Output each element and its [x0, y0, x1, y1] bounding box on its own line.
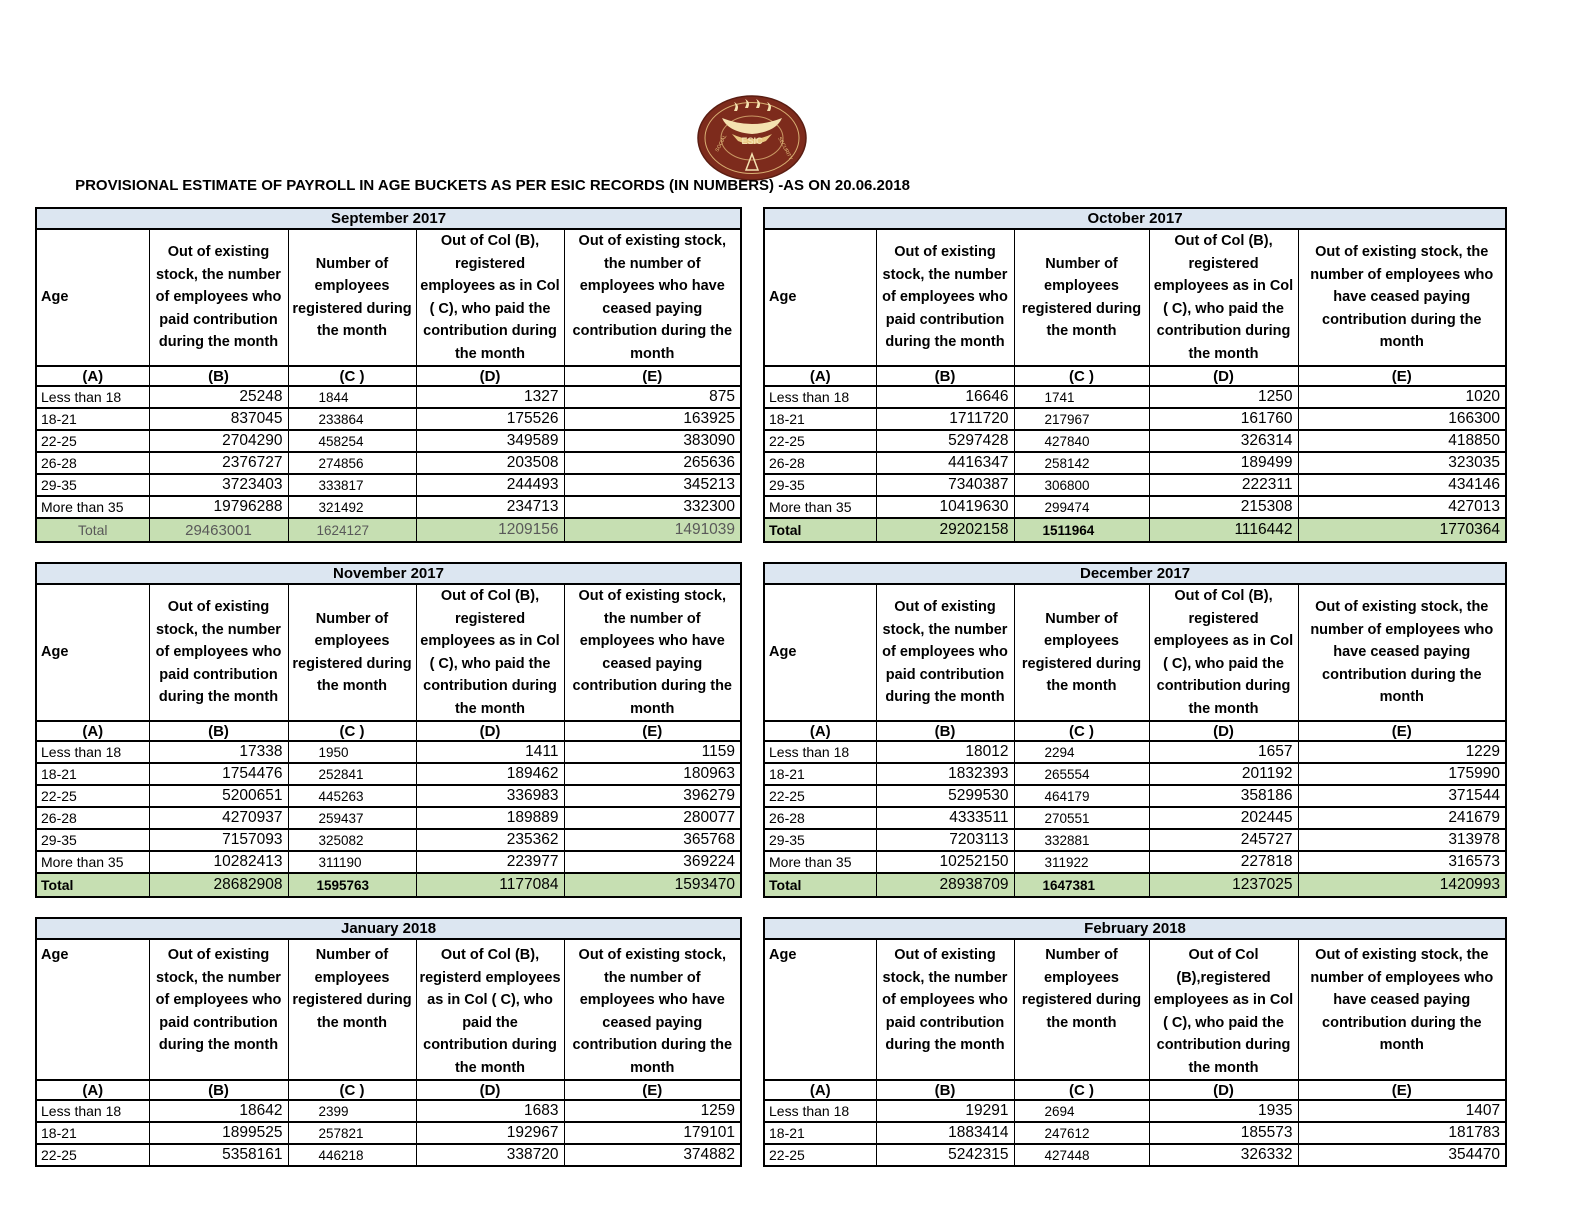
column-header-b: Out of existing stock, the number of employees who paid contribution during the month	[876, 229, 1014, 366]
column-header-e: Out of existing stock, the number of employees who have ceased paying contribution during the month	[1298, 584, 1506, 721]
paid-contribution-cell: 10282413	[149, 851, 288, 873]
registered-cell: 270551	[1014, 807, 1149, 829]
column-letter: (C )	[288, 1080, 416, 1100]
col-b-paid-cell: 203508	[416, 452, 564, 474]
column-letter: (C )	[288, 721, 416, 741]
ceased-paying-cell: 1407	[1298, 1100, 1506, 1122]
column-letter: (C )	[1014, 1080, 1149, 1100]
col-b-paid-cell: 161760	[1149, 408, 1298, 430]
column-letter: (D)	[416, 366, 564, 386]
column-letter: (D)	[1149, 366, 1298, 386]
age-cell: More than 35	[36, 496, 149, 518]
table-october-2017	[763, 207, 1507, 543]
column-header-b: Out of existing stock, the number of employees who paid contribution during the month	[149, 584, 288, 721]
col-b-paid-cell: 338720	[416, 1144, 564, 1166]
age-cell: More than 35	[764, 851, 876, 873]
month-title: November 2017	[36, 563, 741, 584]
column-letter: (E)	[564, 366, 741, 386]
column-header-age: Age	[36, 584, 149, 721]
column-header-e: Out of existing stock, the number of employees who have ceased paying contribution during the month	[1298, 229, 1506, 366]
age-cell: 29-35	[36, 474, 149, 496]
table-body	[36, 741, 741, 897]
table-row	[764, 474, 1506, 496]
paid-contribution-cell: 2704290	[149, 430, 288, 452]
ceased-paying-cell: 1259	[564, 1100, 741, 1122]
esic-logo-image	[696, 94, 808, 182]
registered-cell: 1741	[1014, 386, 1149, 408]
table-january-2018	[35, 917, 742, 1167]
table-row	[764, 785, 1506, 807]
registered-cell: 2694	[1014, 1100, 1149, 1122]
total-row	[36, 518, 741, 542]
table-february-2018	[763, 917, 1507, 1167]
table-row	[764, 763, 1506, 785]
col-b-paid-cell: 192967	[416, 1122, 564, 1144]
total-value: 28938709	[876, 873, 1014, 897]
table-row	[36, 474, 741, 496]
col-b-paid-cell: 201192	[1149, 763, 1298, 785]
registered-cell: 259437	[288, 807, 416, 829]
col-b-paid-cell: 223977	[416, 851, 564, 873]
table-row	[764, 851, 1506, 873]
column-header-e: Out of existing stock, the number of employees who have ceased paying contribution during the month	[564, 229, 741, 366]
paid-contribution-cell: 5200651	[149, 785, 288, 807]
total-value: 1420993	[1298, 873, 1506, 897]
paid-contribution-cell: 2376727	[149, 452, 288, 474]
age-cell: 18-21	[36, 1122, 149, 1144]
ceased-paying-cell: 323035	[1298, 452, 1506, 474]
age-cell: 22-25	[36, 430, 149, 452]
table-row	[36, 452, 741, 474]
col-b-paid-cell: 235362	[416, 829, 564, 851]
col-b-paid-cell: 1935	[1149, 1100, 1298, 1122]
column-letter: (A)	[36, 1080, 149, 1100]
column-header-d: Out of Col (B), registered employees as in Col ( C), who paid the contribution during the month	[1149, 229, 1298, 366]
month-title: October 2017	[764, 208, 1506, 229]
total-value: 1511964	[1014, 518, 1149, 542]
total-row	[36, 873, 741, 897]
registered-cell: 233864	[288, 408, 416, 430]
column-header-b: Out of existing stock, the number of employees who paid contribution during the month	[149, 939, 288, 1080]
column-letter: (A)	[764, 721, 876, 741]
age-cell: 26-28	[36, 807, 149, 829]
column-header-c: Number of employees registered during the month	[288, 229, 416, 366]
month-title: December 2017	[764, 563, 1506, 584]
column-letter: (E)	[1298, 721, 1506, 741]
ceased-paying-cell: 354470	[1298, 1144, 1506, 1166]
column-letter: (E)	[564, 721, 741, 741]
total-value: 1595763	[288, 873, 416, 897]
column-header-d: Out of Col (B),registered employees as in Col ( C), who paid the contribution during the month	[1149, 939, 1298, 1080]
total-label: Total	[36, 518, 149, 542]
paid-contribution-cell: 16646	[876, 386, 1014, 408]
column-header-c: Number of employees registered during the month	[288, 939, 416, 1080]
col-b-paid-cell: 1411	[416, 741, 564, 763]
total-value: 1624127	[288, 518, 416, 542]
col-b-paid-cell: 215308	[1149, 496, 1298, 518]
column-header-e: Out of existing stock, the number of employees who have ceased paying contribution during the month	[564, 584, 741, 721]
registered-cell: 427448	[1014, 1144, 1149, 1166]
paid-contribution-cell: 25248	[149, 386, 288, 408]
registered-cell: 333817	[288, 474, 416, 496]
column-header-d: Out of Col (B), registered employees as in Col ( C), who paid the contribution during the month	[416, 584, 564, 721]
total-value: 1593470	[564, 873, 741, 897]
col-b-paid-cell: 185573	[1149, 1122, 1298, 1144]
column-letter: (D)	[1149, 1080, 1298, 1100]
age-cell: 22-25	[764, 785, 876, 807]
registered-cell: 274856	[288, 452, 416, 474]
table-row	[36, 430, 741, 452]
age-cell: Less than 18	[764, 741, 876, 763]
paid-contribution-cell: 4416347	[876, 452, 1014, 474]
table-september-2017	[35, 207, 742, 543]
paid-contribution-cell: 4270937	[149, 807, 288, 829]
age-cell: 29-35	[764, 474, 876, 496]
age-cell: More than 35	[764, 496, 876, 518]
ceased-paying-cell: 875	[564, 386, 741, 408]
registered-cell: 247612	[1014, 1122, 1149, 1144]
paid-contribution-cell: 3723403	[149, 474, 288, 496]
column-header-age: Age	[764, 584, 876, 721]
column-letter: (B)	[149, 1080, 288, 1100]
registered-cell: 321492	[288, 496, 416, 518]
column-header-b: Out of existing stock, the number of employees who paid contribution during the month	[149, 229, 288, 366]
registered-cell: 252841	[288, 763, 416, 785]
age-cell: More than 35	[36, 851, 149, 873]
paid-contribution-cell: 17338	[149, 741, 288, 763]
total-label: Total	[36, 873, 149, 897]
paid-contribution-cell: 837045	[149, 408, 288, 430]
table-row	[36, 829, 741, 851]
column-letter: (A)	[36, 366, 149, 386]
svg-text:ESIC: ESIC	[741, 136, 763, 146]
paid-contribution-cell: 5242315	[876, 1144, 1014, 1166]
age-cell: 29-35	[764, 829, 876, 851]
ceased-paying-cell: 396279	[564, 785, 741, 807]
table-row	[764, 807, 1506, 829]
total-value: 1116442	[1149, 518, 1298, 542]
registered-cell: 258142	[1014, 452, 1149, 474]
registered-cell: 427840	[1014, 430, 1149, 452]
col-b-paid-cell: 326314	[1149, 430, 1298, 452]
ceased-paying-cell: 345213	[564, 474, 741, 496]
column-header-c: Number of employees registered during the month	[288, 584, 416, 721]
svg-text:SOCIAL: SOCIAL	[714, 133, 729, 153]
ceased-paying-cell: 427013	[1298, 496, 1506, 518]
age-cell: 22-25	[764, 430, 876, 452]
total-value: 1770364	[1298, 518, 1506, 542]
paid-contribution-cell: 5358161	[149, 1144, 288, 1166]
ceased-paying-cell: 371544	[1298, 785, 1506, 807]
table-row	[764, 496, 1506, 518]
col-b-paid-cell: 202445	[1149, 807, 1298, 829]
paid-contribution-cell: 1711720	[876, 408, 1014, 430]
ceased-paying-cell: 265636	[564, 452, 741, 474]
total-row	[764, 873, 1506, 897]
table-row	[36, 386, 741, 408]
column-letter: (A)	[764, 366, 876, 386]
age-cell: Less than 18	[36, 386, 149, 408]
table-row	[36, 785, 741, 807]
registered-cell: 446218	[288, 1144, 416, 1166]
column-header-d: Out of Col (B), registered employees as in Col ( C), who paid the contribution during the month	[1149, 584, 1298, 721]
table-november-2017	[35, 562, 742, 898]
registered-cell: 332881	[1014, 829, 1149, 851]
column-letter: (B)	[876, 721, 1014, 741]
column-header-age: Age	[36, 229, 149, 366]
registered-cell: 1844	[288, 386, 416, 408]
column-letter: (B)	[876, 1080, 1014, 1100]
tables-grid	[35, 207, 1505, 1167]
col-b-paid-cell: 234713	[416, 496, 564, 518]
col-b-paid-cell: 1657	[1149, 741, 1298, 763]
age-cell: 26-28	[36, 452, 149, 474]
registered-cell: 1950	[288, 741, 416, 763]
table-row	[36, 1144, 741, 1166]
ceased-paying-cell: 434146	[1298, 474, 1506, 496]
total-value: 29202158	[876, 518, 1014, 542]
age-cell: Less than 18	[36, 741, 149, 763]
registered-cell: 217967	[1014, 408, 1149, 430]
registered-cell: 311190	[288, 851, 416, 873]
paid-contribution-cell: 18012	[876, 741, 1014, 763]
ceased-paying-cell: 418850	[1298, 430, 1506, 452]
table-row	[36, 1100, 741, 1122]
paid-contribution-cell: 1899525	[149, 1122, 288, 1144]
registered-cell: 2399	[288, 1100, 416, 1122]
col-b-paid-cell: 358186	[1149, 785, 1298, 807]
month-title: February 2018	[764, 918, 1506, 939]
table-row	[36, 851, 741, 873]
age-cell: 18-21	[36, 408, 149, 430]
table-row	[764, 430, 1506, 452]
column-letter: (E)	[1298, 1080, 1506, 1100]
column-letter: (C )	[1014, 721, 1149, 741]
ceased-paying-cell: 179101	[564, 1122, 741, 1144]
ceased-paying-cell: 383090	[564, 430, 741, 452]
age-cell: 22-25	[36, 785, 149, 807]
column-letter: (A)	[36, 721, 149, 741]
total-value: 1647381	[1014, 873, 1149, 897]
registered-cell: 299474	[1014, 496, 1149, 518]
age-cell: 18-21	[764, 763, 876, 785]
table-body	[764, 1100, 1506, 1166]
svg-text:SECURITY: SECURITY	[776, 136, 794, 162]
ceased-paying-cell: 313978	[1298, 829, 1506, 851]
ceased-paying-cell: 365768	[564, 829, 741, 851]
column-letter: (B)	[149, 721, 288, 741]
paid-contribution-cell: 1754476	[149, 763, 288, 785]
ceased-paying-cell: 1020	[1298, 386, 1506, 408]
col-b-paid-cell: 227818	[1149, 851, 1298, 873]
paid-contribution-cell: 19291	[876, 1100, 1014, 1122]
table-row	[764, 741, 1506, 763]
col-b-paid-cell: 1327	[416, 386, 564, 408]
table-row	[764, 1100, 1506, 1122]
registered-cell: 2294	[1014, 741, 1149, 763]
col-b-paid-cell: 175526	[416, 408, 564, 430]
ceased-paying-cell: 166300	[1298, 408, 1506, 430]
ceased-paying-cell: 369224	[564, 851, 741, 873]
paid-contribution-cell: 1883414	[876, 1122, 1014, 1144]
ceased-paying-cell: 175990	[1298, 763, 1506, 785]
table-december-2017	[763, 562, 1507, 898]
age-cell: 22-25	[764, 1144, 876, 1166]
column-letter: (E)	[1298, 366, 1506, 386]
age-cell: Less than 18	[764, 386, 876, 408]
col-b-paid-cell: 189462	[416, 763, 564, 785]
paid-contribution-cell: 4333511	[876, 807, 1014, 829]
column-header-e: Out of existing stock, the number of employees who have ceased paying contribution during the month	[564, 939, 741, 1080]
ceased-paying-cell: 180963	[564, 763, 741, 785]
col-b-paid-cell: 244493	[416, 474, 564, 496]
column-header-age: Age	[764, 229, 876, 366]
total-value: 1209156	[416, 518, 564, 542]
month-title: January 2018	[36, 918, 741, 939]
table-row	[36, 807, 741, 829]
paid-contribution-cell: 1832393	[876, 763, 1014, 785]
age-cell: 22-25	[36, 1144, 149, 1166]
column-letter: (B)	[149, 366, 288, 386]
column-letter: (D)	[1149, 721, 1298, 741]
column-header-b: Out of existing stock, the number of employees who paid contribution during the month	[876, 584, 1014, 721]
column-header-d: Out of Col (B), registerd employees as in Col ( C), who paid the contribution during the month	[416, 939, 564, 1080]
column-header-d: Out of Col (B), registered employees as in Col ( C), who paid the contribution during the month	[416, 229, 564, 366]
table-body	[764, 386, 1506, 542]
table-row	[36, 763, 741, 785]
age-cell: Less than 18	[36, 1100, 149, 1122]
month-title: September 2017	[36, 208, 741, 229]
col-b-paid-cell: 349589	[416, 430, 564, 452]
age-cell: 18-21	[36, 763, 149, 785]
ceased-paying-cell: 163925	[564, 408, 741, 430]
column-letter: (C )	[1014, 366, 1149, 386]
age-cell: 18-21	[764, 408, 876, 430]
col-b-paid-cell: 1683	[416, 1100, 564, 1122]
registered-cell: 325082	[288, 829, 416, 851]
column-header-c: Number of employees registered during the month	[1014, 939, 1149, 1080]
column-header-c: Number of employees registered during the month	[1014, 229, 1149, 366]
column-letter: (A)	[764, 1080, 876, 1100]
paid-contribution-cell: 7340387	[876, 474, 1014, 496]
registered-cell: 306800	[1014, 474, 1149, 496]
col-b-paid-cell: 245727	[1149, 829, 1298, 851]
table-row	[36, 1122, 741, 1144]
col-b-paid-cell: 1250	[1149, 386, 1298, 408]
total-value: 1177084	[416, 873, 564, 897]
paid-contribution-cell: 10252150	[876, 851, 1014, 873]
table-body	[764, 741, 1506, 897]
ceased-paying-cell: 374882	[564, 1144, 741, 1166]
registered-cell: 265554	[1014, 763, 1149, 785]
ceased-paying-cell: 280077	[564, 807, 741, 829]
paid-contribution-cell: 5299530	[876, 785, 1014, 807]
column-header-age: Age	[764, 939, 876, 1080]
ceased-paying-cell: 1229	[1298, 741, 1506, 763]
column-letter: (B)	[876, 366, 1014, 386]
table-row	[36, 741, 741, 763]
registered-cell: 445263	[288, 785, 416, 807]
table-body	[36, 386, 741, 542]
registered-cell: 458254	[288, 430, 416, 452]
column-letter: (C )	[288, 366, 416, 386]
paid-contribution-cell: 7157093	[149, 829, 288, 851]
paid-contribution-cell: 19796288	[149, 496, 288, 518]
total-row	[764, 518, 1506, 542]
age-cell: 26-28	[764, 807, 876, 829]
column-letter: (D)	[416, 1080, 564, 1100]
column-letter: (E)	[564, 1080, 741, 1100]
page-title: PROVISIONAL ESTIMATE OF PAYROLL IN AGE BUCKETS AS PER ESIC RECORDS (IN NUMBERS) -AS ON 20.06.2018	[75, 177, 910, 194]
total-label: Total	[764, 518, 876, 542]
paid-contribution-cell: 5297428	[876, 430, 1014, 452]
age-cell: 29-35	[36, 829, 149, 851]
age-cell: 18-21	[764, 1122, 876, 1144]
ceased-paying-cell: 1159	[564, 741, 741, 763]
registered-cell: 257821	[288, 1122, 416, 1144]
table-row	[764, 829, 1506, 851]
ceased-paying-cell: 241679	[1298, 807, 1506, 829]
table-row	[764, 452, 1506, 474]
table-body	[36, 1100, 741, 1166]
table-row	[36, 496, 741, 518]
col-b-paid-cell: 222311	[1149, 474, 1298, 496]
column-header-b: Out of existing stock, the number of employees who paid contribution during the month	[876, 939, 1014, 1080]
column-header-e: Out of existing stock, the number of employees who have ceased paying contribution during the month	[1298, 939, 1506, 1080]
table-row	[36, 408, 741, 430]
total-value: 29463001	[149, 518, 288, 542]
col-b-paid-cell: 326332	[1149, 1144, 1298, 1166]
total-value: 1237025	[1149, 873, 1298, 897]
col-b-paid-cell: 336983	[416, 785, 564, 807]
table-row	[764, 1144, 1506, 1166]
total-value: 1491039	[564, 518, 741, 542]
column-header-age: Age	[36, 939, 149, 1080]
ceased-paying-cell: 181783	[1298, 1122, 1506, 1144]
total-value: 28682908	[149, 873, 288, 897]
age-cell: 26-28	[764, 452, 876, 474]
table-row	[764, 386, 1506, 408]
col-b-paid-cell: 189499	[1149, 452, 1298, 474]
age-cell: Less than 18	[764, 1100, 876, 1122]
ceased-paying-cell: 316573	[1298, 851, 1506, 873]
column-letter: (D)	[416, 721, 564, 741]
col-b-paid-cell: 189889	[416, 807, 564, 829]
registered-cell: 311922	[1014, 851, 1149, 873]
total-label: Total	[764, 873, 876, 897]
paid-contribution-cell: 7203113	[876, 829, 1014, 851]
paid-contribution-cell: 10419630	[876, 496, 1014, 518]
table-row	[764, 408, 1506, 430]
paid-contribution-cell: 18642	[149, 1100, 288, 1122]
column-header-c: Number of employees registered during the month	[1014, 584, 1149, 721]
table-row	[764, 1122, 1506, 1144]
esic-logo	[696, 94, 808, 182]
ceased-paying-cell: 332300	[564, 496, 741, 518]
registered-cell: 464179	[1014, 785, 1149, 807]
